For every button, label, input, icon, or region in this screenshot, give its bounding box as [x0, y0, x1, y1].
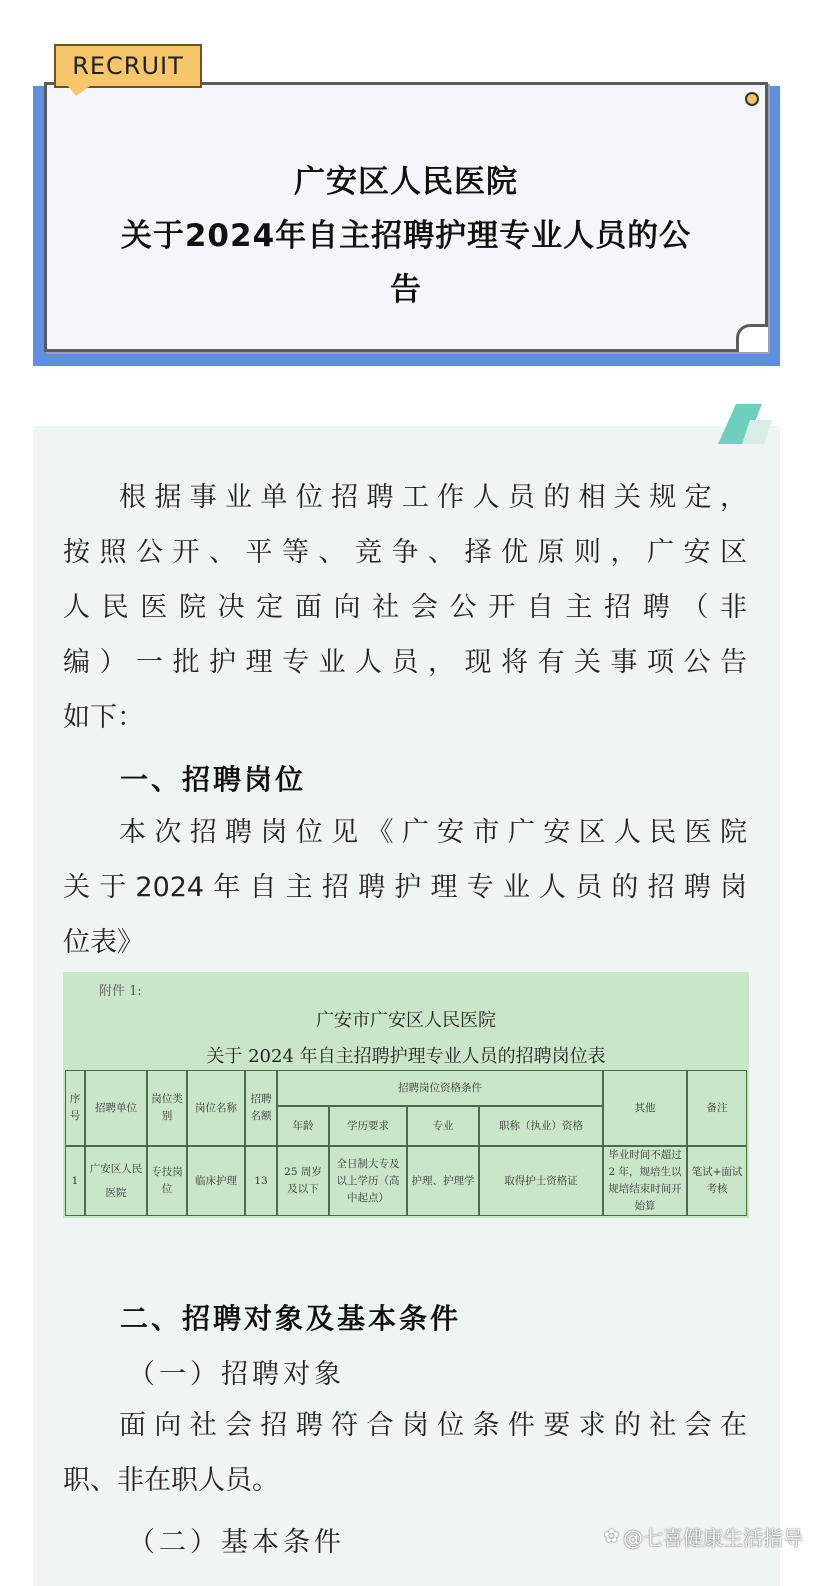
title-line: 关于2024年自主招聘护理专业人员的公 — [120, 218, 692, 254]
table-cell: 临床护理 — [187, 1146, 245, 1216]
text-line: 按照公开、平等、竞争、择优原则，广安区 — [63, 537, 747, 568]
text-line: 关于2024年自主招聘护理专业人员的招聘岗 — [63, 872, 747, 903]
table-cell: 全日制大专及以上学历（高中起点） — [329, 1146, 407, 1216]
watermark-text: @七喜健康生活指导 — [623, 1526, 803, 1550]
table-cell: 25 周岁及以下 — [277, 1146, 329, 1216]
pin-dot-icon — [745, 92, 759, 106]
table-title: 广安市广安区人民医院 — [316, 1010, 496, 1031]
watermark — [604, 1522, 803, 1551]
table-cell: 1 — [65, 1146, 85, 1216]
text-line: 位表》 — [63, 927, 144, 958]
header-cell: 职称（执业）资格 — [479, 1106, 603, 1146]
title-line: 告 — [390, 272, 422, 308]
table-subtitle: 关于 2024 年自主招聘护理专业人员的招聘岗位表 — [206, 1046, 606, 1067]
text-line: 职、非在职人员。 — [63, 1465, 279, 1496]
text-line: 根据事业单位招聘工作人员的相关规定， — [119, 482, 747, 513]
recruitment-table-image — [63, 972, 749, 1218]
intro-paragraph — [63, 470, 747, 745]
header-cell: 其他 — [603, 1070, 687, 1146]
subsection-heading: （一）招聘对象 — [128, 1359, 345, 1390]
header-cell: 岗位名称 — [187, 1070, 245, 1146]
header-cell: 序号 — [65, 1070, 85, 1146]
table-cell: 专技岗位 — [147, 1146, 187, 1216]
recruit-tag-tail — [68, 86, 90, 96]
header-cell: 学历要求 — [329, 1106, 407, 1146]
text-line: 本次招聘岗位见《广安市广安区人民医院 — [119, 817, 747, 848]
header-cell: 招聘名额 — [245, 1070, 277, 1146]
section-heading: 二、招聘对象及基本条件 — [120, 1302, 462, 1335]
page-fold-icon — [736, 324, 768, 352]
text-line: 面向社会招聘符合岗位条件要求的社会在 — [119, 1410, 747, 1441]
header-cell: 岗位类别 — [147, 1070, 187, 1146]
table-grid — [65, 1070, 747, 1216]
header-cell: 专业 — [407, 1106, 479, 1146]
section-heading: 一、招聘岗位 — [120, 763, 307, 796]
title-line: 广安区人民医院 — [294, 164, 518, 200]
section1-paragraph — [63, 805, 747, 970]
recruit-tag: RECRUIT — [54, 44, 202, 88]
annex-label: 附件 1: — [99, 984, 142, 999]
corner-decoration-icon — [712, 404, 772, 448]
text-line: 人民医院决定面向社会公开自主招聘（非 — [63, 592, 747, 623]
table-cell: 取得护士资格证 — [479, 1146, 603, 1216]
header-cell: 备注 — [687, 1070, 747, 1146]
page-title — [47, 155, 765, 317]
header-cell: 招聘单位 — [85, 1070, 147, 1146]
text-line: 如下： — [63, 702, 144, 733]
subsection-heading: （二）基本条件 — [128, 1527, 345, 1558]
table-cell: 13 — [245, 1146, 277, 1216]
section2-paragraph — [63, 1398, 747, 1508]
table-cell: 毕业时间不超过 2 年，规培生以规培结束时间开始算 — [603, 1146, 687, 1216]
table-cell: 护理、护理学 — [407, 1146, 479, 1216]
header-cell: 年龄 — [277, 1106, 329, 1146]
text-line: 编）一批护理专业人员，现将有关事项公告 — [63, 647, 747, 678]
paw-icon: ✿ — [603, 1526, 619, 1547]
table-cell: 笔试+面试考核 — [687, 1146, 747, 1216]
title-card — [44, 82, 768, 352]
table-cell: 广安区人民医院 — [85, 1146, 147, 1216]
header-cell: 招聘岗位资格条件 — [277, 1070, 603, 1106]
